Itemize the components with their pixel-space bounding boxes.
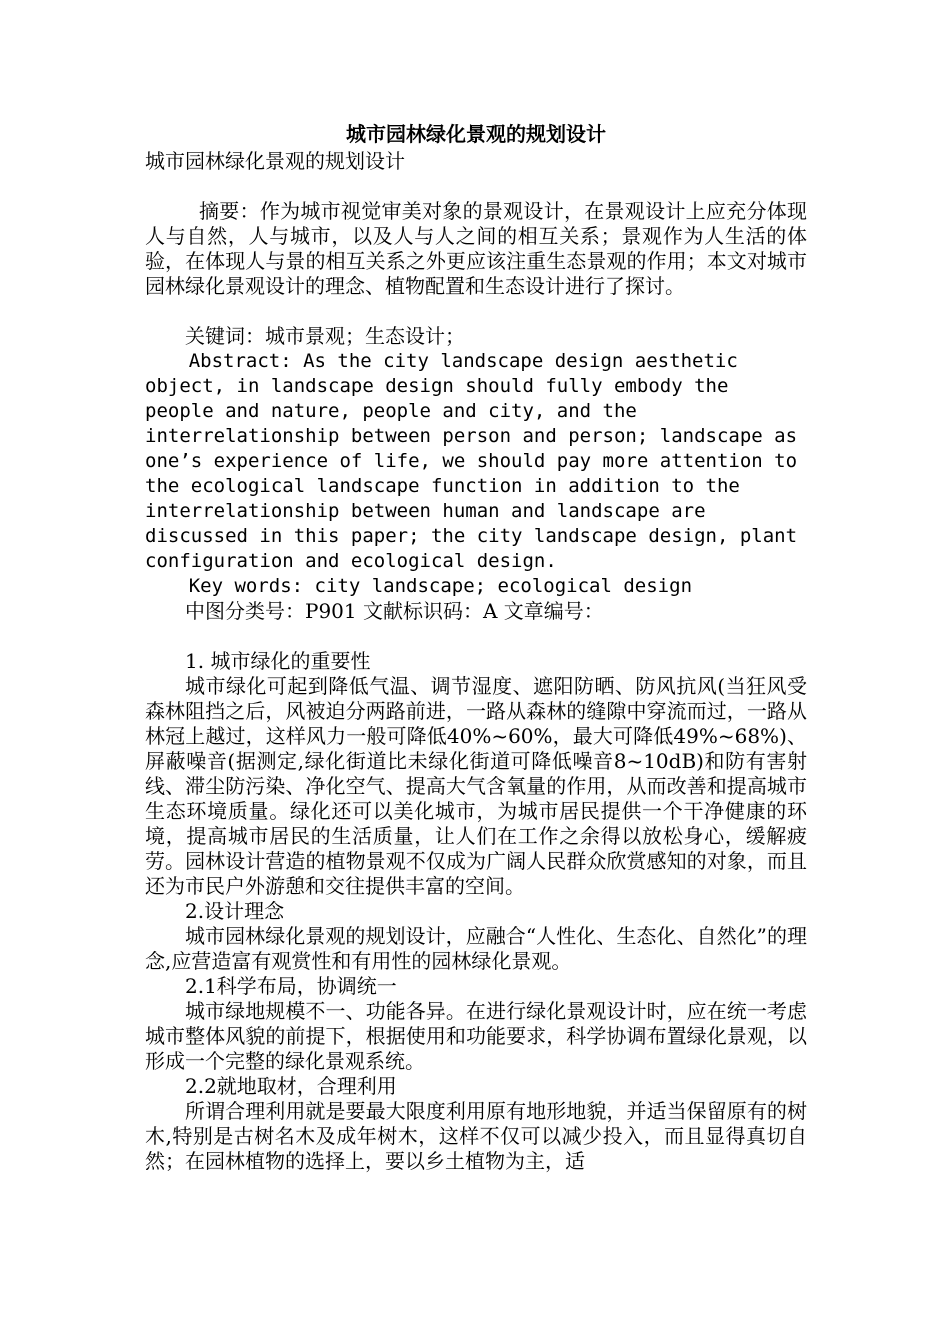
classification-line: 中图分类号：P901 文献标识码：A 文章编号： [185, 599, 604, 623]
abstract-cn: 摘要：作为城市视觉审美对象的景观设计，在景观设计上应充分体现人与自然，人与城市，以及人与人之间的相互关系；景观作为人生活的体验，在体现人与景的相互关系之外更应该注重生态景观的作用；本文对城市园林绿化景观设计的理念、植物配置和生态设计进行了探讨。 [145, 199, 807, 298]
abstract-en: Abstract: As the city landscape design aesthetic object, in landscape design should fully embody the people and nature, people and city, and the interrelationship between person and person; landscape as one’s experience of life, we should pay more attention to the ecological landscape function in addition to the interrelationship between human and landscape are discussed in this paper; the city landscape design, plant configuration and ecological design. [145, 350, 798, 572]
keywords-en: Key words: city landscape; ecological design [188, 575, 693, 597]
document-subtitle: 城市园林绿化景观的规划设计 [145, 149, 405, 173]
spacer [145, 174, 807, 199]
section-2-heading: 2.设计理念 [185, 899, 285, 923]
section-1-body: 城市绿化可起到降低气温、调节湿度、遮阳防晒、防风抗风(当狂风受森林阻挡之后，风被迫分两路前进，一路从森林的缝隙中穿流而过，一路从林冠上越过，这样风力一般可降低40%~60%，最大可降低49%~68%)、屏蔽噪音(据测定,绿化街道比未绿化街道可降低噪音8~10dB)和防有害射线、滞尘防污染、净化空气、提高大气含氧量的作用，从而改善和提高城市生态环境质量。绿化还可以美化城市，为城市居民提供一个干净健康的环境，提高城市居民的生活质量，让人们在工作之余得以放松身心，缓解疲劳。园林设计营造的植物景观不仅成为广阔人民群众欣赏感知的对象，而且还为市民户外游憩和交往提供丰富的空间。 [145, 674, 807, 898]
section-2-1-body: 城市绿地规模不一、功能各异。在进行绿化景观设计时，应在统一考虑城市整体风貌的前提下，根据使用和功能要求，科学协调布置绿化景观，以形成一个完整的绿化景观系统。 [145, 999, 807, 1073]
document-title: 城市园林绿化景观的规划设计 [346, 122, 606, 146]
section-1-heading: 1. 城市绿化的重要性 [185, 649, 371, 673]
spacer [145, 299, 807, 324]
section-2-2-body: 所谓合理利用就是要最大限度利用原有地形地貌，并适当保留原有的树木,特别是古树名木及成年树木，这样不仅可以减少投入，而且显得真切自然；在园林植物的选择上，要以乡土植物为主，适 [145, 1099, 807, 1173]
document-page [145, 119, 807, 1174]
section-2-2-heading: 2.2就地取材，合理利用 [185, 1074, 397, 1098]
keywords-cn: 关键词：城市景观；生态设计； [185, 324, 465, 348]
section-2-body: 城市园林绿化景观的规划设计，应融合“人性化、生态化、自然化”的理念,应营造富有观赏性和有用性的园林绿化景观。 [145, 924, 807, 973]
section-2-1-heading: 2.1科学布局，协调统一 [185, 974, 397, 998]
spacer [145, 624, 807, 649]
